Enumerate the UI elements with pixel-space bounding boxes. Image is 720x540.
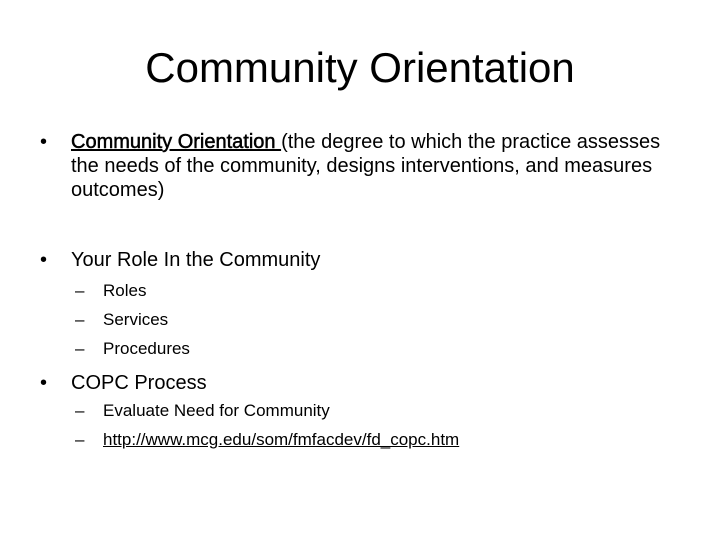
bullet-community-orientation (40, 130, 680, 202)
bullet-marker: • (40, 249, 48, 271)
bullet-text: Your Role In the Community (71, 249, 321, 271)
slide-title: Community Orientation (145, 44, 575, 91)
bullet-copc-process (40, 371, 680, 395)
copc-link[interactable]: http://www.mcg.edu/som/fmfacdev/fd_copc.htm (103, 430, 460, 449)
sub-item-copc-link (40, 425, 680, 454)
slide-content (40, 130, 680, 454)
sub-item-roles (40, 276, 680, 305)
sub-marker: – (75, 339, 85, 358)
sub-text: Evaluate Need for Community (103, 401, 330, 420)
sub-item-services (40, 305, 680, 334)
sub-text: Services (103, 310, 169, 329)
bullet-marker: • (40, 372, 48, 394)
sub-text: Roles (103, 281, 147, 300)
bullet-marker: • (40, 131, 48, 153)
sub-item-procedures (40, 334, 680, 363)
sub-list-copc (40, 396, 680, 454)
sub-item-evaluate-need (40, 396, 680, 425)
sub-text: Procedures (103, 339, 190, 358)
bullet-text: COPC Process (71, 372, 207, 394)
sub-marker: – (75, 430, 85, 449)
bullet-emphasis: Community Orientation (71, 131, 282, 153)
sub-marker: – (75, 281, 85, 300)
bullet-text: (the degree to which the practice assesses the needs of the community, designs interventions, and measures outcomes) (71, 131, 661, 201)
sub-list-roles (40, 276, 680, 363)
bullet-your-role (40, 248, 680, 272)
sub-marker: – (75, 401, 85, 420)
sub-marker: – (75, 310, 85, 329)
